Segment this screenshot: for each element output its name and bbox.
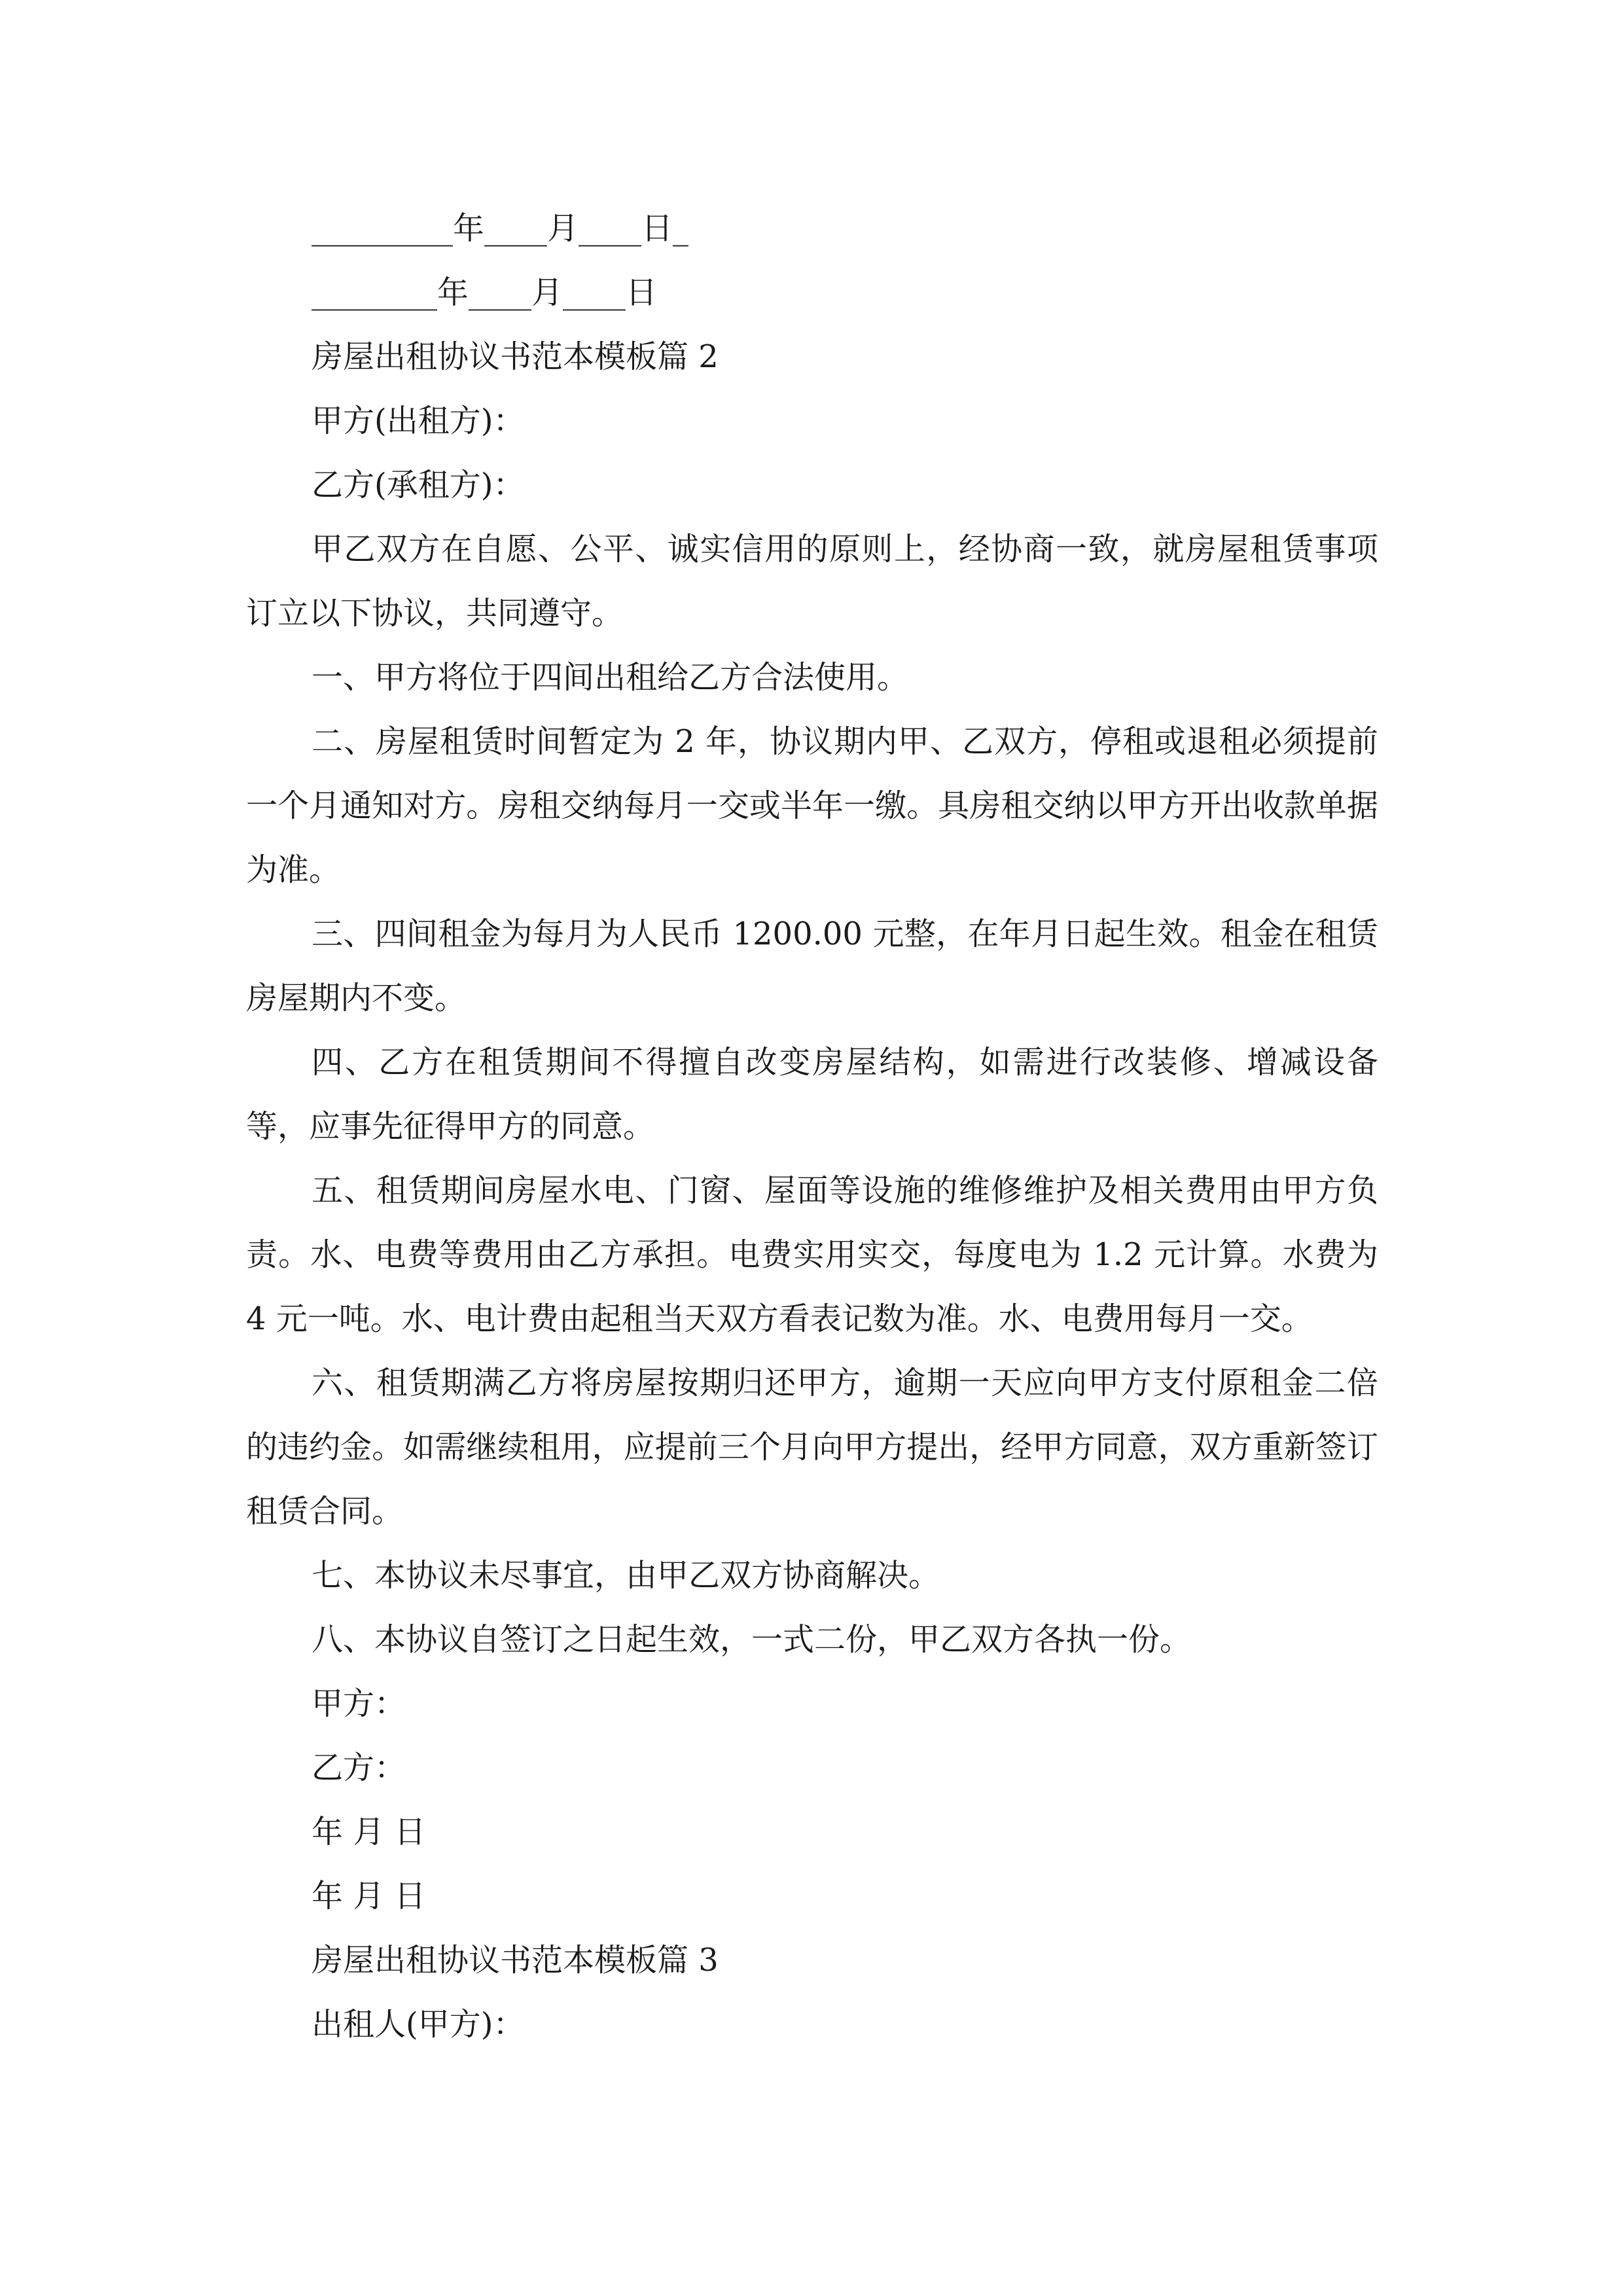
lessor-label: 出租人(甲方)：: [312, 2006, 525, 2043]
party-a-label: 甲方(出租方)：: [312, 403, 525, 439]
clause-2: 二、房屋租赁时间暂定为 2 年，协议期内甲、乙双方，停租或退租必须提前一个月通知对方。房租交纳每月一交或半年一缴。具房租交纳以甲方开出收款单据为准。: [246, 723, 1378, 888]
clause-5: 五、租赁期间房屋水电、门窗、屋面等设施的维修维护及相关费用由甲方负责。水、电费等费用由乙方承担。电费实用实交，每度电为 1.2 元计算。水费为 4 元一吨。水、电计费由起租当天双方看表记数为准。水、电费用每月一交。: [246, 1172, 1378, 1337]
signature-date-1: 年 月 日: [312, 1814, 426, 1850]
signature-party-b: 乙方：: [312, 1749, 406, 1786]
signature-date-line-1: _________年____月____日_: [312, 210, 689, 247]
section-heading-2: 房屋出租协议书范本模板篇 2: [312, 338, 719, 375]
clause-1: 一、甲方将位于四间出租给乙方合法使用。: [312, 659, 909, 696]
clause-6: 六、租赁期满乙方将房屋按期归还甲方，逾期一天应向甲方支付原租金二倍的违约金。如需继续租用，应提前三个月向甲方提出，经甲方同意，双方重新签订租赁合同。: [246, 1365, 1378, 1530]
document-body: [246, 196, 1378, 2056]
section-heading-3: 房屋出租协议书范本模板篇 3: [312, 1942, 719, 1979]
clause-3: 三、四间租金为每月为人民币 1200.00 元整，在年月日起生效。租金在租赁房屋期内不变。: [246, 916, 1378, 1016]
party-b-label: 乙方(承租方)：: [312, 467, 525, 503]
clause-8: 八、本协议自签订之日起生效，一式二份，甲乙双方各执一份。: [312, 1621, 1192, 1658]
intro-paragraph: 甲乙双方在自愿、公平、诚实信用的原则上，经协商一致，就房屋租赁事项订立以下协议，共同遵守。: [246, 531, 1378, 632]
clause-4: 四、乙方在租赁期间不得擅自改变房屋结构，如需进行改装修、增减设备等，应事先征得甲方的同意。: [246, 1044, 1378, 1145]
signature-date-line-2: ________年____月____日: [312, 274, 658, 311]
clause-7: 七、本协议未尽事宜，由甲乙双方协商解决。: [312, 1557, 940, 1594]
signature-date-2: 年 月 日: [312, 1878, 426, 1914]
signature-party-a: 甲方：: [312, 1685, 406, 1722]
